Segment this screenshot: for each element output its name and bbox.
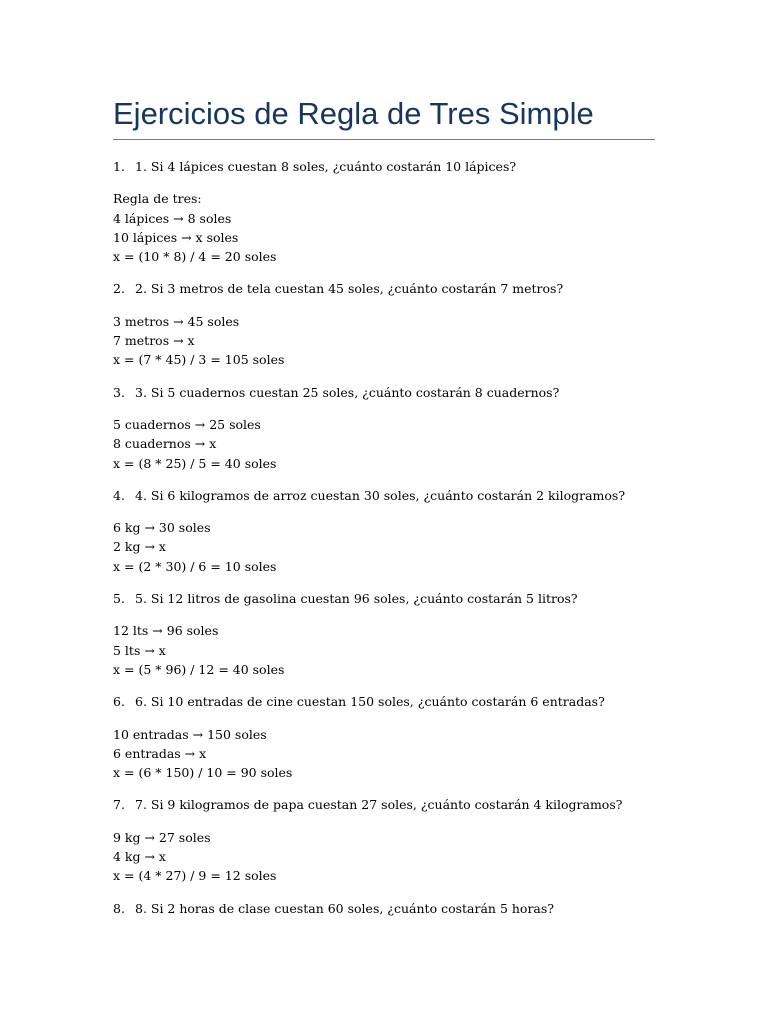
solution-line: 7 metros → x	[113, 333, 195, 349]
solution-line: 12 lts → 96 soles	[113, 623, 219, 639]
exercise-list	[113, 157, 655, 931]
exercise-question-text: 7. Si 9 kilogramos de papa cuestan 27 soles, ¿cuánto costarán 4 kilogramos?	[135, 797, 623, 813]
solution-line: 6 kg → 30 soles	[113, 520, 211, 536]
exercise-item	[113, 589, 655, 679]
exercise-number: 5.	[113, 591, 125, 607]
solution-line: 5 cuadernos → 25 soles	[113, 416, 261, 432]
title-underline	[113, 139, 655, 140]
exercise-number: 3.	[113, 384, 125, 400]
exercise-number: 1.	[113, 159, 125, 174]
exercise-solution	[113, 828, 655, 886]
exercise-question	[113, 692, 655, 711]
exercise-solution	[113, 518, 655, 576]
document-title: Ejercicios de Regla de Tres Simple	[113, 96, 594, 131]
solution-line: x = (10 * 8) / 4 = 20 soles	[113, 249, 277, 265]
exercise-question	[113, 899, 655, 918]
exercise-question-text: 8. Si 2 horas de clase cuestan 60 soles, ¿cuánto costarán 5 horas?	[135, 900, 554, 916]
exercise-solution	[113, 415, 655, 473]
exercise-solution	[113, 312, 655, 370]
exercise-question	[113, 795, 655, 814]
solution-line: 4 kg → x	[113, 849, 166, 865]
exercise-number: 2.	[113, 281, 125, 297]
exercise-question-text: 6. Si 10 entradas de cine cuestan 150 soles, ¿cuánto costarán 6 entradas?	[135, 694, 605, 710]
exercise-item	[113, 383, 655, 473]
solution-line: x = (4 * 27) / 9 = 12 soles	[113, 868, 277, 884]
solution-line: 5 lts → x	[113, 642, 166, 658]
exercise-solution	[113, 725, 655, 783]
exercise-question-text: 5. Si 12 litros de gasolina cuestan 96 soles, ¿cuánto costarán 5 litros?	[135, 591, 578, 607]
solution-line: 2 kg → x	[113, 539, 166, 555]
exercise-item	[113, 692, 655, 782]
exercise-number: 8.	[113, 900, 125, 916]
exercise-question	[113, 486, 655, 505]
exercise-question	[113, 383, 655, 402]
exercise-question-text: 3. Si 5 cuadernos cuestan 25 soles, ¿cuánto costarán 8 cuadernos?	[135, 384, 560, 400]
exercise-item	[113, 157, 655, 266]
solution-line: x = (6 * 150) / 10 = 90 soles	[113, 765, 293, 781]
solution-line: 8 cuadernos → x	[113, 436, 217, 452]
exercise-solution	[113, 621, 655, 679]
exercise-number: 6.	[113, 694, 125, 710]
solution-line: 6 entradas → x	[113, 745, 207, 761]
exercise-item	[113, 486, 655, 576]
solution-line: 10 lápices → x soles	[113, 229, 239, 245]
exercise-number: 7.	[113, 797, 125, 813]
solution-line: Regla de tres:	[113, 191, 202, 207]
exercise-item	[113, 795, 655, 885]
exercise-question	[113, 157, 655, 176]
exercise-item	[113, 279, 655, 369]
exercise-question-text: 4. Si 6 kilogramos de arroz cuestan 30 soles, ¿cuánto costarán 2 kilogramos?	[135, 487, 626, 503]
solution-line: 9 kg → 27 soles	[113, 829, 211, 845]
exercise-item	[113, 899, 655, 918]
solution-line: 4 lápices → 8 soles	[113, 210, 232, 226]
exercise-question	[113, 589, 655, 608]
solution-line: x = (2 * 30) / 6 = 10 soles	[113, 558, 277, 574]
exercise-question	[113, 279, 655, 298]
solution-line: 10 entradas → 150 soles	[113, 726, 267, 742]
exercise-question-text: 1. Si 4 lápices cuestan 8 soles, ¿cuánto costarán 10 lápices?	[135, 159, 517, 174]
exercise-question-text: 2. Si 3 metros de tela cuestan 45 soles, ¿cuánto costarán 7 metros?	[135, 281, 564, 297]
exercise-number: 4.	[113, 487, 125, 503]
solution-line: 3 metros → 45 soles	[113, 313, 240, 329]
solution-line: x = (5 * 96) / 12 = 40 soles	[113, 661, 285, 677]
solution-line: x = (8 * 25) / 5 = 40 soles	[113, 455, 277, 471]
exercise-solution	[113, 189, 655, 266]
solution-line: x = (7 * 45) / 3 = 105 soles	[113, 352, 285, 368]
